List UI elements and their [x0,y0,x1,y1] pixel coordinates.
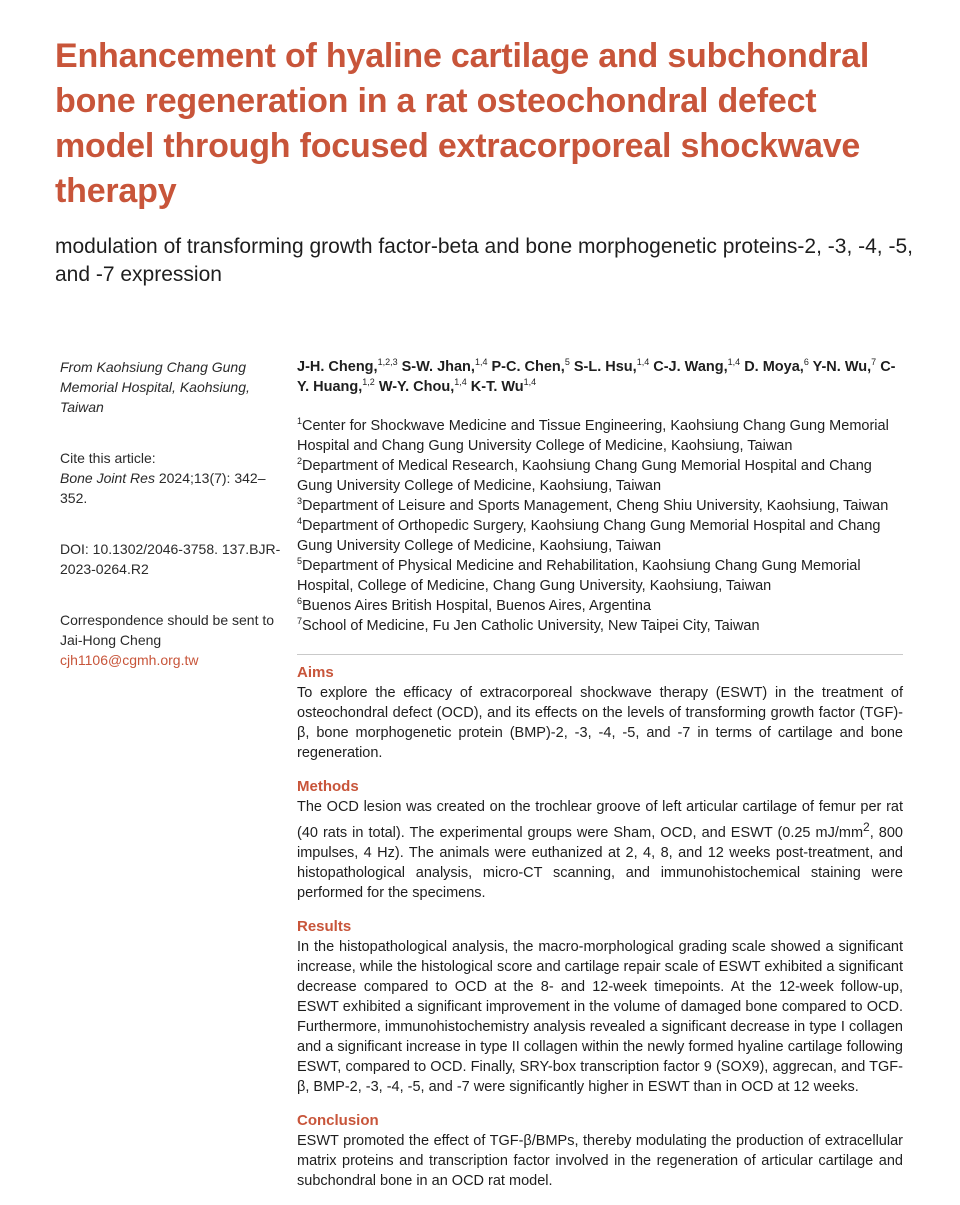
citation-block [60,448,285,508]
author-entry [297,359,398,375]
methods-heading: Methods [297,778,359,795]
author-entry [471,379,536,395]
author-name: P-C. Chen, [491,359,565,375]
affiliation-item [297,596,903,616]
affiliation-number: 7 [297,616,303,627]
author-entry [402,359,488,375]
author-name: K-T. Wu [470,379,524,395]
author-name: J-H. Cheng, [297,359,378,375]
author-list [297,357,903,397]
doi-block [60,539,285,579]
author-entry [379,379,467,395]
affiliation-number: 4 [297,516,303,527]
affiliation-number: 1 [297,416,303,427]
affiliation-number: 3 [297,496,303,507]
correspondence-email-link[interactable]: cjh1106@cgmh.org.tw [60,652,199,668]
affiliation-text: Department of Orthopedic Surgery, Kaohsiung Chang Gung Memorial Hospital and Chang Gung University College of Medicine, Kaohsiung, Taiwan [297,518,881,554]
affiliation-list [297,416,903,636]
affiliation-text: Department of Physical Medicine and Rehabilitation, Kaohsiung Chang Gung Memorial Hospital, College of Medicine, Chang Gung University, Kaohsiung, Taiwan [297,558,861,594]
affiliation-number: 2 [297,456,303,467]
correspondence-text: Correspondence should be sent to Jai-Hong Cheng [60,612,275,648]
cite-journal: Bone Joint Res [60,470,155,486]
cite-label: Cite this article: [60,450,156,466]
author-affiliation-marker: 7 [871,357,877,368]
correspondence-block [60,610,285,670]
author-affiliation-marker: 1,2 [362,377,375,388]
author-affiliation-marker: 1,4 [636,357,650,368]
aims-heading: Aims [297,664,334,681]
section-divider [297,654,903,655]
methods-body-part1: The OCD lesion was created on the trochlear groove of left articular cartilage of femur per rat (40 rats in total). The experimental groups were Sham, OCD, and ESWT (0.25 mJ/mm [297,799,903,841]
article-title: Enhancement of hyaline cartilage and subchondral bone regeneration in a rat osteochondral defect model through focused extracorporeal shockwave therapy [55,37,870,210]
results-body: In the histopathological analysis, the macro-morphological grading scale showed a significant increase, while the histological score and cartilage repair scale of ESWT exhibited a significant decrease compared to OCD at the 8- and 12-week timepoints. At the 12-week follow-up, ESWT exhibited a significant improvement in the volume of damaged bone compared to OCD. Furthermore, immunohistochemistry analysis revealed a significant decrease in type I collagen and a significant increase in type II collagen within the newly formed hyaline cartilage following ESWT, compared to OCD. Finally, SRY-box transcription factor 9 (SOX9), aggrecan, and TGF-β, BMP-2, -3, -4, -5, and -7 were significantly higher in ESWT than in OCD at 12 weeks. [297,938,903,1095]
cite-reference [60,468,285,508]
author-entry [574,359,649,375]
results-heading: Results [297,917,352,935]
author-affiliation-marker: 1,4 [523,377,537,388]
author-entry [492,359,570,375]
author-affiliation-marker: 1,4 [454,377,467,388]
affiliation-text: Buenos Aires British Hospital, Buenos Aires, Argentina [302,598,652,614]
author-name: Y-N. Wu, [812,359,872,375]
author-affiliation-marker: 6 [803,357,809,368]
author-name: D. Moya, [744,359,804,375]
author-affiliation-marker: 1,4 [474,357,488,368]
doi-text: DOI: 10.1302/2046-3758. 137.BJR-2023-0264.R2 [60,541,281,577]
article-subtitle: modulation of transforming growth factor-beta and bone morphogenetic proteins-2, -3, -4, -5, and -7 expression [55,235,913,286]
affiliation-text: Center for Shockwave Medicine and Tissue Engineering, Kaohsiung Chang Gung Memorial Hospital and Chang Gung University College of Medicine, Kaohsiung, Taiwan [297,418,889,454]
article-sidebar [60,357,285,670]
author-entry [653,359,740,375]
author-name: S-L. Hsu, [573,359,637,375]
affiliation-item [297,516,903,556]
affiliation-number: 6 [297,596,303,607]
institution-note: From Kaohsiung Chang Gung Memorial Hospital, Kaohsiung, Taiwan [60,359,250,415]
affiliation-text: Department of Medical Research, Kaohsiung Chang Gung Memorial Hospital and Chang Gung University College of Medicine, Kaohsiung, Taiwan [297,458,872,494]
author-affiliation-marker: 1,2,3 [377,357,398,368]
article-front-matter [297,357,903,636]
cite-details: 2024;13(7): 342–352. [60,470,266,506]
author-entry [813,359,877,375]
conclusion-body: ESWT promoted the effect of TGF-β/BMPs, thereby modulating the production of extracellular matrix proteins and transcription factor involved in the regeneration of articular cartilage and subchondral bone in an OCD rat model. [297,1132,903,1189]
affiliation-item [297,416,903,456]
affiliation-item [297,496,903,516]
conclusion-heading: Conclusion [297,1111,379,1129]
abstract [297,663,903,1205]
affiliation-text: Department of Leisure and Sports Management, Cheng Shiu University, Kaohsiung, Taiwan [302,498,889,514]
author-name: S-W. Jhan, [401,359,475,375]
affiliation-item [297,456,903,496]
methods-body-superscript: 2 [863,820,870,834]
affiliation-number: 5 [297,556,303,567]
methods-body-part2: , 800 impulses, 4 Hz). The animals were euthanized at 2, 4, 8, and 12 weeks post-treatment, and histopathological analysis, micro-CT scanning, and immunohistochemical staining were performed for the specimens. [297,824,903,901]
author-affiliation-marker: 5 [564,357,570,368]
author-affiliation-marker: 1,4 [727,357,741,368]
author-name: C-J. Wang, [653,359,728,375]
affiliation-item [297,556,903,596]
author-name: W-Y. Chou, [378,379,455,395]
affiliation-item [297,616,903,636]
affiliation-text: School of Medicine, Fu Jen Catholic University, New Taipei City, Taiwan [302,618,760,634]
aims-body: To explore the efficacy of extracorporeal shockwave therapy (ESWT) in the treatment of osteochondral defect (OCD), and its effects on the levels of transforming growth factor (TGF)-β, bone morphogenetic protein (BMP)-2, -3, -4, -5, and -7 in terms of cartilage and bone regeneration. [297,685,903,761]
author-name: C-Y. Huang, [297,359,896,395]
author-entry [744,359,809,375]
methods-body [297,797,903,903]
